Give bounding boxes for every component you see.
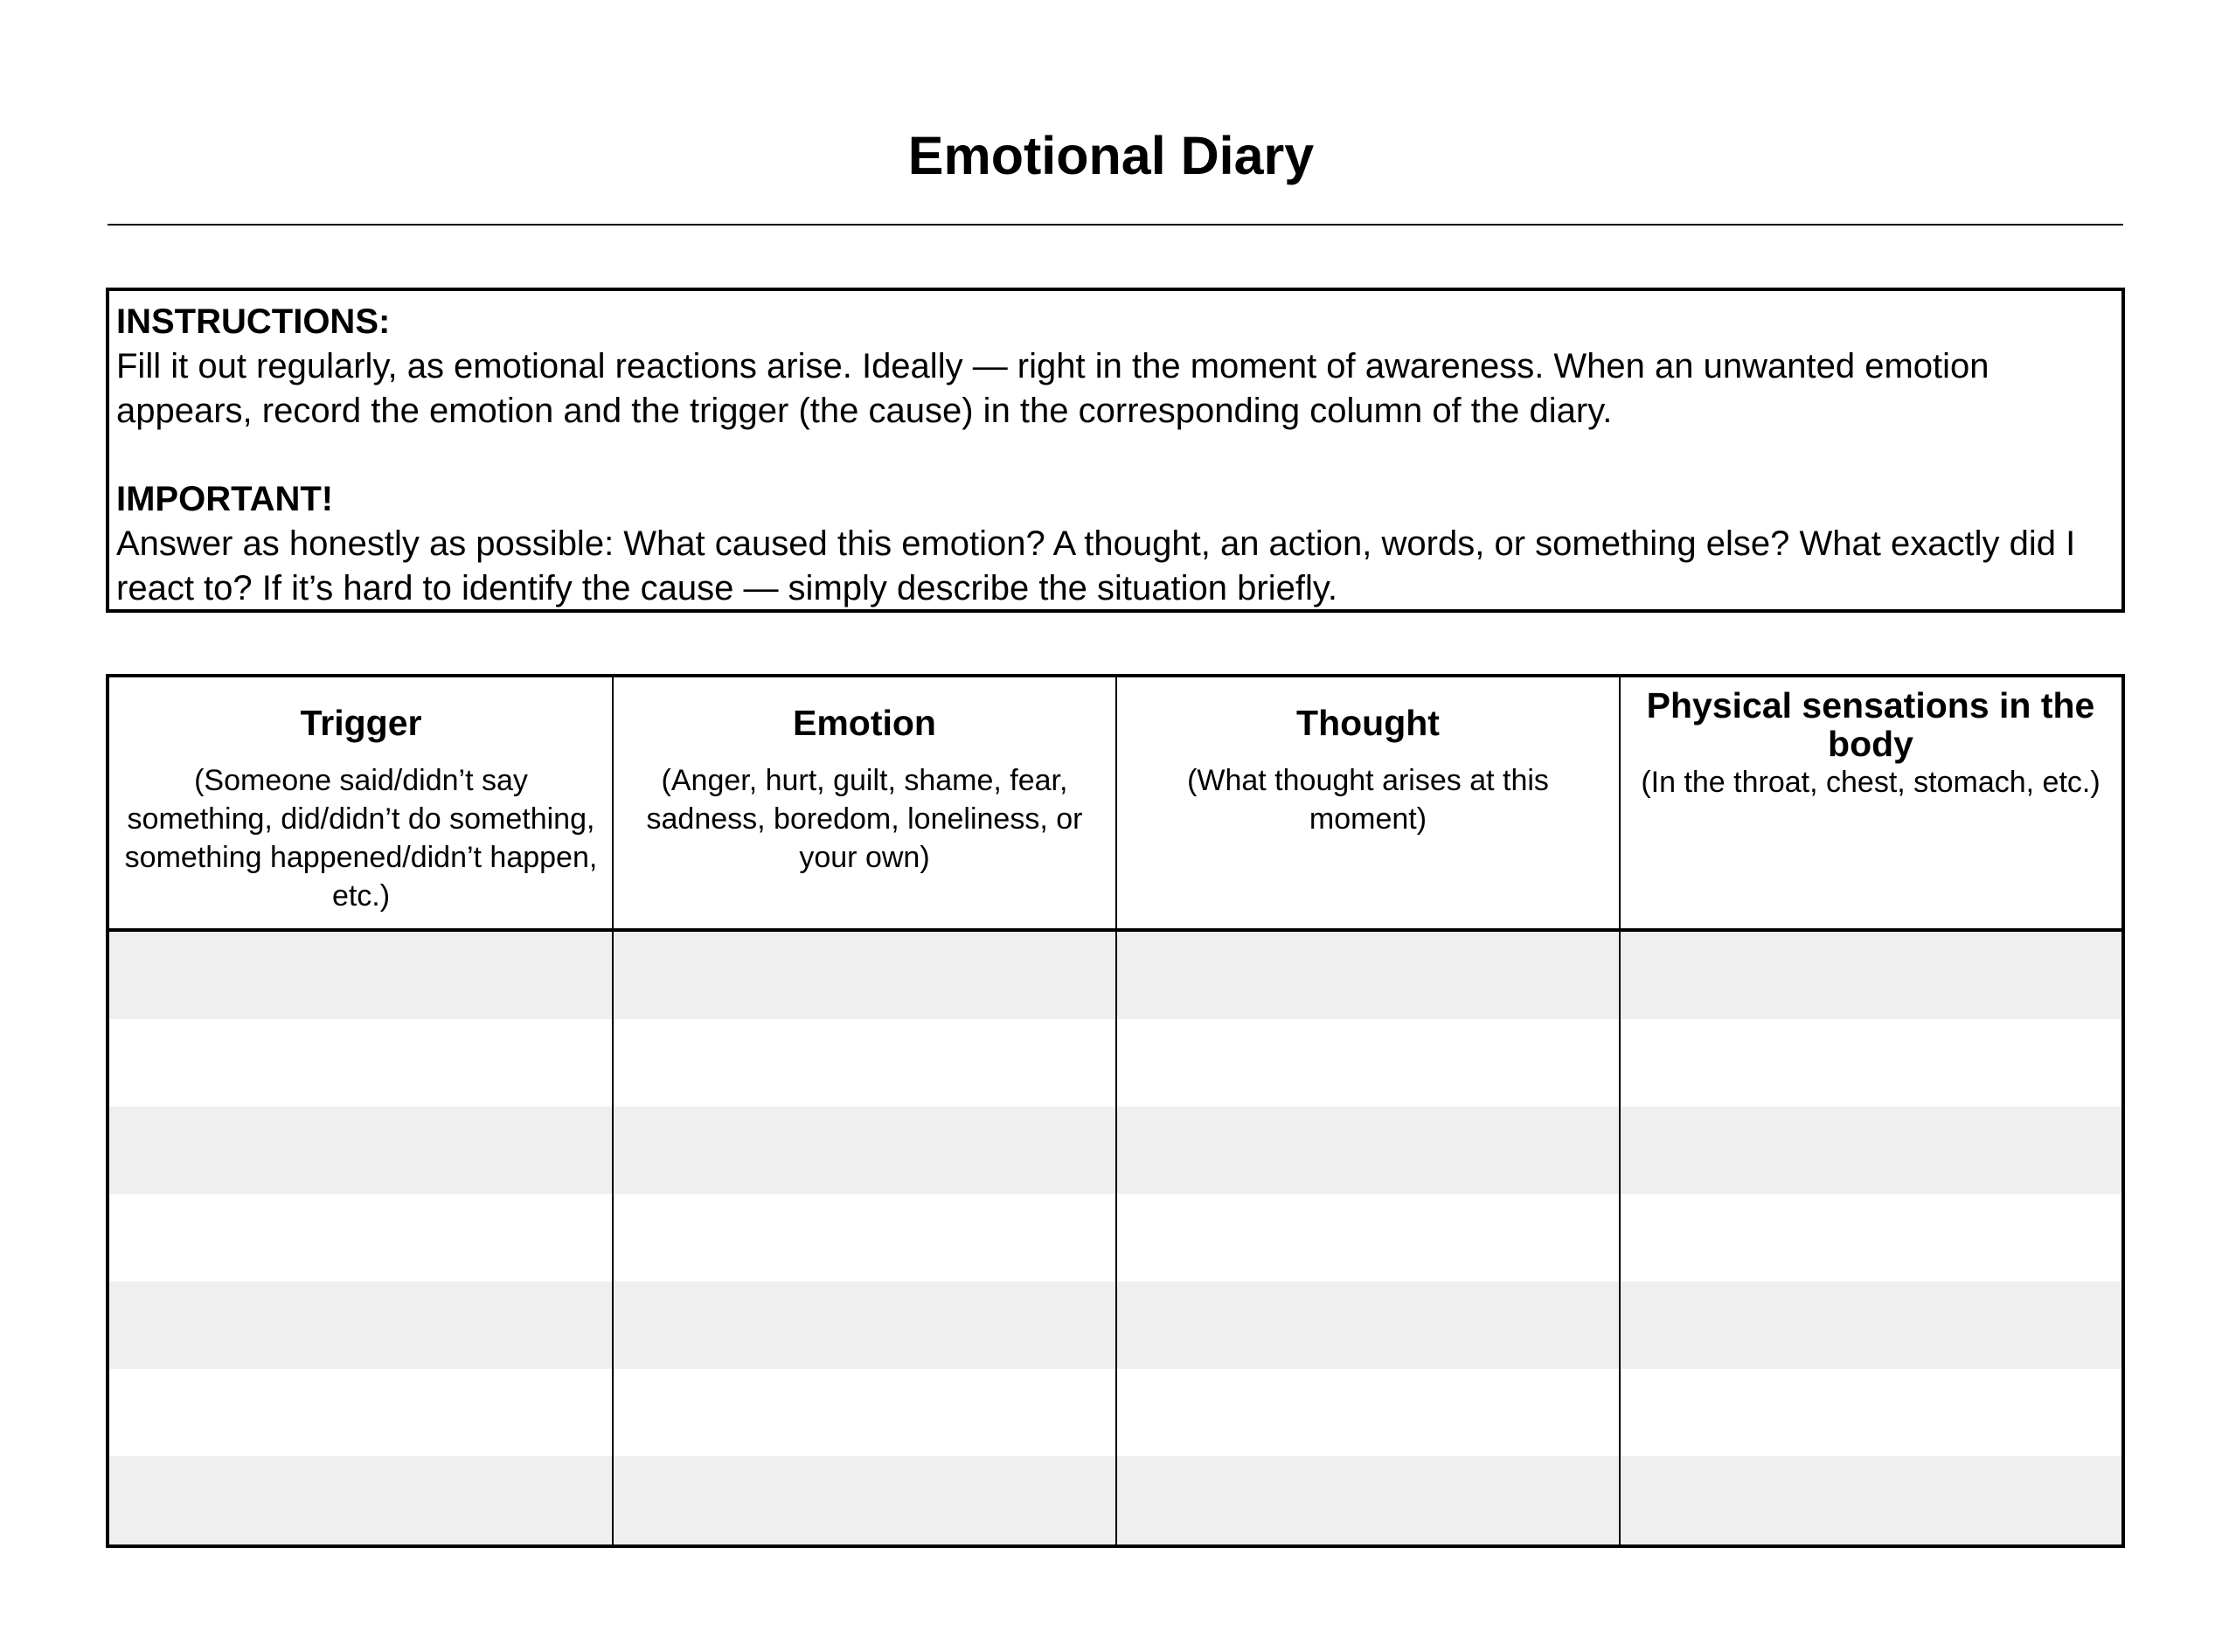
- important-text: Answer as honestly as possible: What caused this emotion? A thought, an action, words, or something else? What exactly did I react to? If it’s hard to identify the cause — simply describe the situation briefly.: [116, 524, 2076, 607]
- column-title-thought: Thought: [1296, 703, 1440, 743]
- column-title-emotion: Emotion: [793, 703, 936, 743]
- title-divider: [108, 224, 2123, 226]
- column-header-thought: [1116, 677, 1620, 928]
- column-hint-emotion: (Anger, hurt, guilt, shame, fear, sadness, boredom, loneliness, or your own): [646, 764, 1083, 874]
- column-title-trigger: Trigger: [300, 703, 422, 743]
- important-heading: IMPORTANT!: [116, 480, 334, 518]
- instructions-box: [106, 288, 2125, 613]
- instructions-text: Fill it out regularly, as emotional reactions arise. Ideally — right in the moment of awareness. When an unwanted emotion appears, record the emotion and the trigger (the cause) in the corresponding column of the diary.: [116, 347, 1989, 430]
- instructions-heading: INSTRUCTIONS:: [116, 302, 391, 341]
- column-divider: [612, 677, 614, 1544]
- instructions-spacer: [116, 434, 2114, 477]
- column-divider: [1619, 677, 1621, 1544]
- column-divider: [1115, 677, 1117, 1544]
- column-hint-physical-sensations: (In the throat, chest, stomach, etc.): [1641, 766, 2100, 799]
- diary-table: [106, 674, 2125, 1548]
- column-title-physical-sensations: Physical sensations in the body: [1646, 685, 2095, 764]
- column-hint-thought: (What thought arises at this moment): [1187, 764, 1549, 836]
- column-header-physical-sensations: [1620, 677, 2121, 928]
- page-title: Emotional Diary: [907, 126, 1315, 185]
- column-header-trigger: [109, 677, 613, 928]
- column-header-emotion: [613, 677, 1116, 928]
- column-hint-trigger: (Someone said/didn’t say something, did/didn’t do something, something happened/didn’t happen, etc.): [124, 764, 598, 913]
